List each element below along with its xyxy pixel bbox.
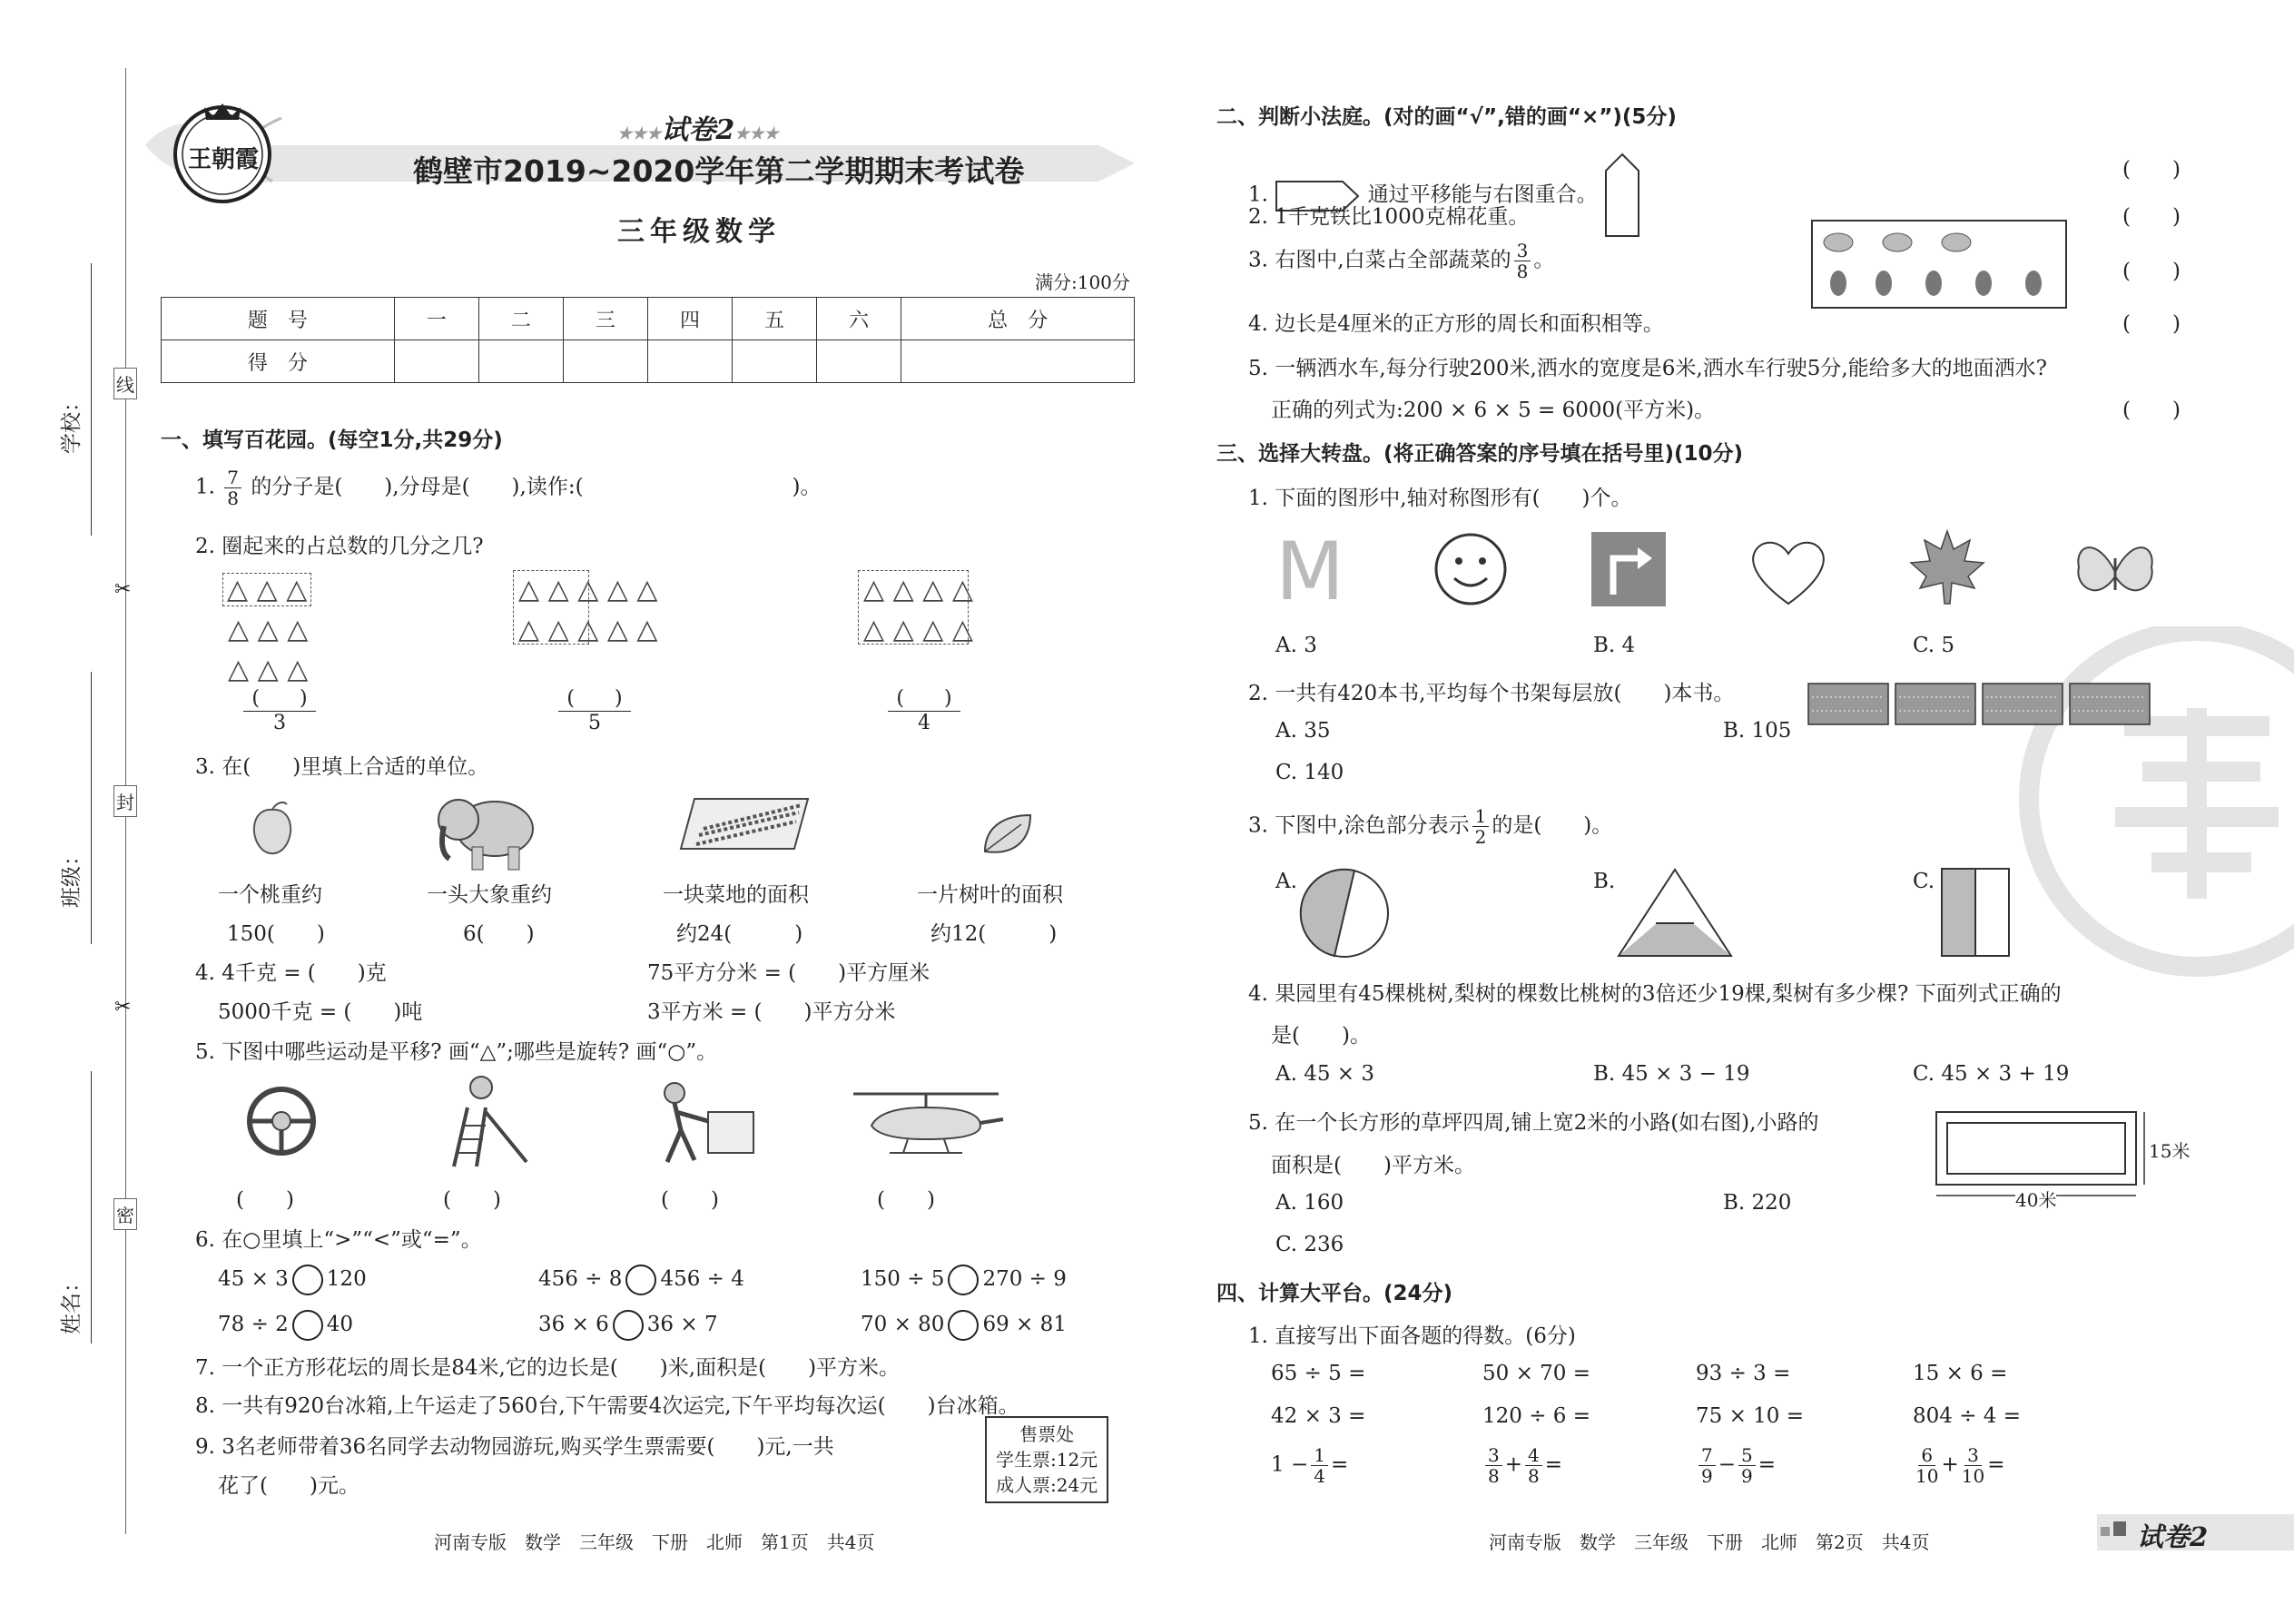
question-1-3: 3. 在( )里填上合适的单位。 <box>195 755 489 779</box>
calc-item[interactable]: 804 ÷ 4 = <box>1913 1404 2022 1428</box>
footer-right: 河南专版 数学 三年级 下册 北师 第2页 共4页 <box>1489 1531 1930 1553</box>
calc-item[interactable]: 42 × 3 = <box>1271 1404 1366 1428</box>
question-1-9: 9. 3名老师带着36名同学去动物园游玩,购买学生票需要( )元,一共 <box>195 1435 834 1459</box>
slide-icon <box>436 1071 536 1171</box>
motion-answer[interactable]: ( ) <box>236 1188 294 1212</box>
question-1-9-cont: 花了( )元。 <box>218 1474 359 1498</box>
choice-option[interactable]: A. 35 <box>1275 719 1331 743</box>
ticket-title: 售票处 <box>1019 1423 1075 1445</box>
compare-item: 45 × 3 120 <box>218 1265 367 1295</box>
scissors-icon: ✂ <box>114 996 132 1019</box>
unit-item-label: 一头大象重约 <box>427 883 552 907</box>
ticket-box <box>985 1416 1108 1503</box>
section-heading: 一、填写百花园。(每空1分,共29分) <box>161 428 503 452</box>
class-label: 班级： <box>60 845 84 908</box>
choice-question-4: 4. 果园里有45棵桃树,梨树的棵数比桃树的3倍还少19棵,梨树有多少棵? 下面列式正确的 <box>1248 982 2062 1006</box>
compare-item: 78 ÷ 2 40 <box>218 1310 353 1341</box>
score-input[interactable] <box>901 340 1135 383</box>
ticket-adult: 成人票:24元 <box>996 1474 1098 1496</box>
score-input[interactable] <box>478 340 563 383</box>
question-text: 的分子是( ),分母是( ),读作:( )。 <box>251 475 822 499</box>
score-table <box>161 297 1135 383</box>
compare-item: 456 ÷ 8 456 ÷ 4 <box>538 1265 744 1295</box>
judge-answer[interactable]: ( ) <box>2122 205 2181 229</box>
judge-question-4: 4. 边长是4厘米的正方形的周长和面积相等。 <box>1248 312 1664 336</box>
score-cell: 四 <box>647 298 732 340</box>
shaded-triangle-figure <box>1616 867 1734 958</box>
score-input[interactable] <box>394 340 478 383</box>
choice-option[interactable]: B. 4 <box>1593 634 1636 657</box>
score-cell: 六 <box>817 298 901 340</box>
heart-icon <box>1748 536 1829 608</box>
choice-option[interactable]: A. 45 × 3 <box>1275 1062 1375 1086</box>
score-cell: 三 <box>563 298 647 340</box>
choice-option[interactable]: B. 220 <box>1723 1191 1792 1215</box>
peach-icon <box>245 799 300 858</box>
choice-option[interactable]: C. <box>1913 870 1935 893</box>
scissors-icon: ✂ <box>114 578 132 601</box>
elephant-icon <box>431 788 540 874</box>
ticket-student: 学生票:12元 <box>996 1449 1098 1471</box>
compare-item: 70 × 80 69 × 81 <box>861 1310 1067 1341</box>
motion-answer[interactable]: ( ) <box>877 1188 935 1212</box>
score-cell: 一 <box>394 298 478 340</box>
question-1-7: 7. 一个正方形花坛的周长是84米,它的边长是( )米,面积是( )平方米。 <box>195 1356 901 1380</box>
score-cell: 二 <box>478 298 563 340</box>
calc-item[interactable]: 120 ÷ 6 = <box>1482 1404 1591 1428</box>
calc-item[interactable]: $\frac{6}{10}$ + $\frac{3}{10}$ = <box>1915 1444 2005 1487</box>
score-cell: 题 号 <box>162 298 395 340</box>
vegetable-field-icon <box>676 794 812 858</box>
choice-option[interactable]: C. 45 × 3 + 19 <box>1913 1062 2070 1086</box>
conversion-a: 4. 4千克 = ( )克 <box>195 961 387 985</box>
compare-circle[interactable] <box>948 1310 979 1341</box>
judge-answer[interactable]: ( ) <box>2122 158 2181 182</box>
steering-wheel-icon <box>227 1076 327 1166</box>
choice-question-4-cont: 是( )。 <box>1271 1024 1371 1048</box>
series-label: ★★★试卷2★★★ <box>617 114 779 146</box>
choice-question-3: 3. 下图中,涂色部分表示 $\frac{1}{2}$ 的是( )。 <box>1248 805 1613 848</box>
choice-option[interactable]: A. <box>1275 870 1297 893</box>
unit-item-label: 一块菜地的面积 <box>663 883 809 907</box>
logo-text: 王朝霞 <box>188 146 260 173</box>
compare-circle[interactable] <box>292 1310 323 1341</box>
unit-answer[interactable]: 约12( ) <box>930 922 1058 946</box>
calc-item[interactable]: 1 − $\frac{1}{4}$ = <box>1271 1444 1349 1487</box>
compare-circle[interactable] <box>292 1265 323 1295</box>
turn-sign-icon <box>1590 531 1667 607</box>
judge-question-5-cont: 正确的列式为:200 × 6 × 5 = 6000(平方米)。 <box>1271 399 1716 422</box>
choice-option[interactable]: B. 45 × 3 − 19 <box>1593 1062 1750 1086</box>
judge-question-3: 3. 右图中,白菜占全部蔬菜的 $\frac{3}{8}$ 。 <box>1248 240 1555 282</box>
exam-subtitle: 三年级数学 <box>617 216 781 248</box>
choice-question-1: 1. 下面的图形中,轴对称图形有( )个。 <box>1248 487 1632 510</box>
school-label: 学校： <box>60 391 84 454</box>
choice-option[interactable]: A. 160 <box>1275 1191 1344 1215</box>
answer-fraction[interactable]: ( ) 3 <box>243 683 316 734</box>
choice-question-5-cont: 面积是( )平方米。 <box>1271 1154 1475 1177</box>
exam-title: 鹤壁市2019~2020学年第二学期期末考试卷 <box>413 153 1025 189</box>
lawn-height-label: 15米 <box>2149 1140 2191 1162</box>
lawn-width-label: 40米 <box>2015 1186 2056 1212</box>
leaf-icon <box>980 811 1035 861</box>
answer-fraction[interactable]: ( ) 5 <box>558 683 631 734</box>
name-label: 姓名： <box>60 1272 84 1334</box>
bookshelves-icon <box>1807 679 2156 730</box>
judge-answer[interactable]: ( ) <box>2122 312 2181 336</box>
section-heading: 四、计算大平台。(24分) <box>1216 1282 1453 1305</box>
seal-mark-seal: 封 <box>113 785 137 817</box>
question-1-6: 6. 在○里填上“>”“<”或“=”。 <box>195 1228 482 1252</box>
question-1-1 <box>195 468 822 508</box>
butterfly-icon <box>2070 536 2161 608</box>
motion-answer[interactable]: ( ) <box>661 1188 719 1212</box>
answer-fraction[interactable]: ( ) 4 <box>888 683 960 734</box>
vegetables-figure <box>1811 220 2067 309</box>
score-input[interactable] <box>733 340 817 383</box>
choice-option[interactable]: C. 140 <box>1275 761 1344 784</box>
calc-item[interactable]: 50 × 70 = <box>1482 1362 1591 1385</box>
calc-item[interactable]: $\frac{3}{8}$ + $\frac{4}{8}$ = <box>1482 1445 1562 1486</box>
score-input[interactable] <box>563 340 647 383</box>
letter-m-icon: M <box>1275 525 1344 618</box>
choice-option[interactable]: B. <box>1593 870 1616 893</box>
calc-item[interactable]: 75 × 10 = <box>1696 1404 1805 1428</box>
calc-question-1: 1. 直接写出下面各题的得数。(6分) <box>1248 1324 1576 1348</box>
judge-question-1: 1. 通过平移能与右图重合。 <box>1248 153 1640 239</box>
fraction: $\frac{7}{8}$ <box>224 468 241 508</box>
footer-left: 河南专版 数学 三年级 下册 北师 第1页 共4页 <box>434 1531 875 1553</box>
section-heading: 二、判断小法庭。(对的画“√”,错的画“×”)(5分) <box>1216 105 1677 129</box>
shaded-rectangle-figure <box>1940 867 2011 958</box>
question-1-8: 8. 一共有920台冰箱,上午运走了560台,下午需要4次运完,下午平均每次运( )台冰箱。 <box>195 1394 1019 1418</box>
conversion-d: 3平方米 = ( )平方分米 <box>647 1000 896 1024</box>
compare-circle[interactable] <box>625 1265 656 1295</box>
choice-option[interactable]: C. 5 <box>1913 634 1955 657</box>
pushing-box-icon <box>640 1080 758 1166</box>
motion-answer[interactable]: ( ) <box>443 1188 501 1212</box>
unit-answer[interactable]: 6( ) <box>463 922 535 946</box>
section-heading: 三、选择大转盘。(将正确答案的序号填在括号里)(10分) <box>1216 442 1744 466</box>
judge-question-5: 5. 一辆洒水车,每分行驶200米,洒水的宽度是6米,洒水车行驶5分,能给多大的地面洒水? <box>1248 357 2047 380</box>
score-input[interactable] <box>647 340 732 383</box>
seal-mark-line: 线 <box>113 368 137 399</box>
compare-item: 150 ÷ 5 270 ÷ 9 <box>861 1265 1067 1295</box>
maple-leaf-icon <box>1906 527 1988 608</box>
question-1-5: 5. 下图中哪些运动是平移? 画“△”;哪些是旋转? 画“○”。 <box>195 1040 718 1064</box>
question-number: 1. <box>195 475 215 499</box>
unit-answer[interactable]: 150( ) <box>227 922 325 946</box>
choice-question-2: 2. 一共有420本书,平均每个书架每层放( )本书。 <box>1248 682 1735 705</box>
choice-question-5: 5. 在一个长方形的草坪四周,铺上宽2米的小路(如右图),小路的 <box>1248 1111 1819 1135</box>
choice-option[interactable]: B. 105 <box>1723 719 1792 743</box>
calc-item[interactable]: 15 × 6 = <box>1913 1362 2008 1385</box>
score-cell: 五 <box>733 298 817 340</box>
conversion-c: 5000千克 = ( )吨 <box>218 1000 423 1024</box>
shaded-circle-figure <box>1298 867 1391 960</box>
compare-circle[interactable] <box>948 1265 979 1295</box>
full-score: 满分:100分 <box>1035 271 1130 293</box>
choice-option[interactable]: A. 3 <box>1275 634 1317 657</box>
unit-answer[interactable]: 约24( ) <box>676 922 803 946</box>
choice-option[interactable]: C. 236 <box>1275 1233 1344 1256</box>
smiley-icon <box>1433 531 1509 607</box>
triangle-group-3: △ △ △ △ △ △ △ △ <box>858 570 973 650</box>
unit-item-label: 一个桃重约 <box>218 883 322 907</box>
judge-question-2: 2. 1千克铁比1000克棉花重。 <box>1248 205 1530 229</box>
seal-mark-dense: 密 <box>113 1198 137 1230</box>
score-cell: 得 分 <box>162 340 395 383</box>
compare-item: 36 × 6 36 × 7 <box>538 1310 718 1341</box>
score-input[interactable] <box>817 340 901 383</box>
triangle-group-1: △ △ △ △ △ △ △ △ △ <box>222 570 311 690</box>
calc-item[interactable]: 65 ÷ 5 = <box>1271 1362 1366 1385</box>
question-1-2: 2. 圈起来的占总数的几分之几? <box>195 535 484 558</box>
compare-circle[interactable] <box>613 1310 644 1341</box>
judge-answer[interactable]: ( ) <box>2122 399 2181 422</box>
house-shape-icon <box>1604 153 1640 239</box>
calc-item[interactable]: 93 ÷ 3 = <box>1696 1362 1791 1385</box>
footer-badge: 试卷2 <box>2097 1514 2294 1550</box>
unit-item-label: 一片树叶的面积 <box>917 883 1063 907</box>
calc-item[interactable]: $\frac{7}{9}$ − $\frac{5}{9}$ = <box>1696 1445 1776 1486</box>
score-cell: 总 分 <box>901 298 1135 340</box>
helicopter-icon <box>844 1085 1008 1162</box>
judge-answer[interactable]: ( ) <box>2122 260 2181 283</box>
triangle-group-2: △ △ △ △ △ △ △ △ △ △ <box>513 570 658 650</box>
conversion-b: 75平方分米 = ( )平方厘米 <box>647 961 930 985</box>
